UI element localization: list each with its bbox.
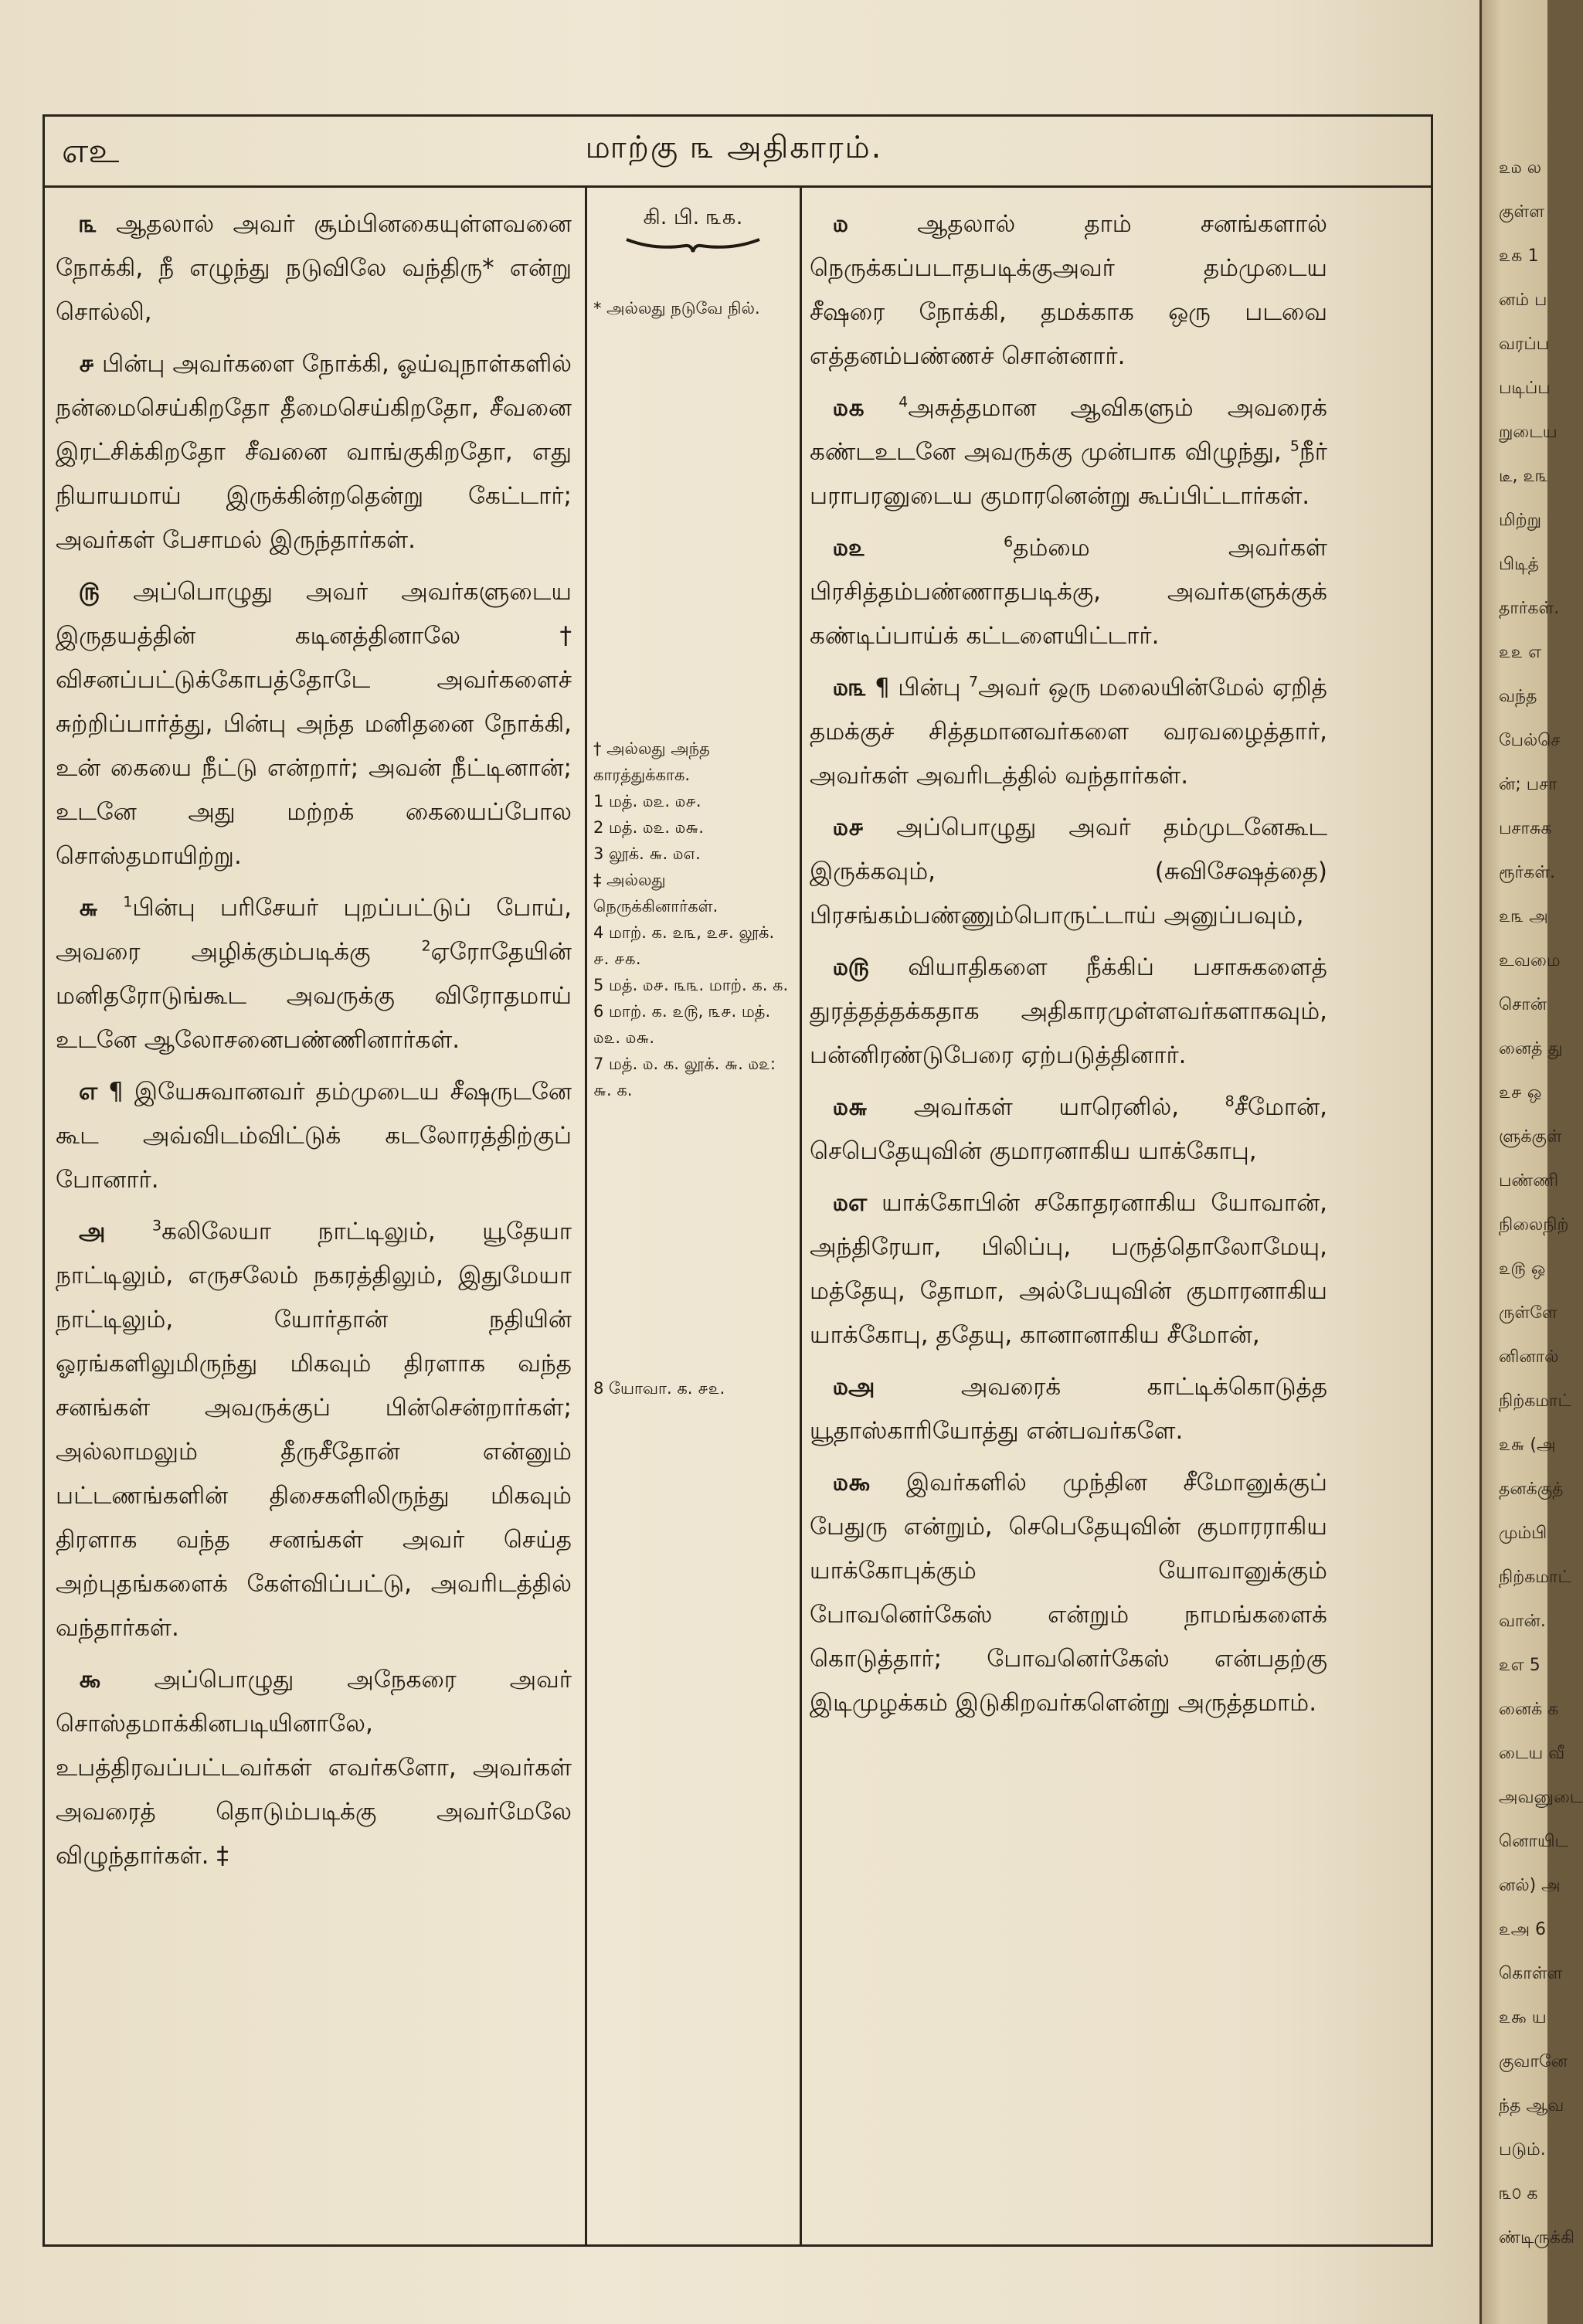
adjacent-page-fragment: படிப்ப [1499, 379, 1551, 398]
verse [56, 1070, 572, 1202]
header-rule [42, 185, 1433, 188]
cross-reference-marker: 5 [1289, 437, 1299, 455]
verse [810, 946, 1327, 1078]
margin-reference: ‡ அல்லது நெருக்கினார்கள். [593, 871, 718, 916]
adjacent-page-fragment: ண்டிருக்கி [1499, 2228, 1575, 2248]
page-number: எஉ [62, 131, 120, 171]
adjacent-page-fragment: ௨அ 6 [1499, 1920, 1547, 1939]
adjacent-page-fragment: வந்த [1499, 687, 1537, 706]
adjacent-page-fragment: ௨௪ ஒ [1499, 1083, 1542, 1103]
adjacent-page-edge [1479, 0, 1583, 2324]
cross-reference-marker: 8 [1225, 1092, 1235, 1110]
adjacent-page-fragment: தார்கள். [1499, 599, 1560, 618]
verse-number: ௰ [833, 210, 849, 238]
verse [810, 666, 1327, 798]
verse-number: ௰அ [833, 1373, 875, 1401]
adjacent-page-fragment: மும்பி [1499, 1524, 1547, 1543]
margin-reference: 7 மத். ௰. க. லூக். ௬. ௰௨: ௬. க. [593, 1055, 776, 1099]
column-rule-left [585, 188, 587, 2247]
right-text-column [810, 202, 1327, 1733]
adjacent-page-fragment: னல்) அ [1499, 1876, 1561, 1895]
adjacent-page-fragment: உவமை [1499, 951, 1561, 970]
adjacent-page-fragment: ௨௫ ஒ [1499, 1259, 1546, 1279]
adjacent-page-fragment: பசாசுக [1499, 819, 1552, 838]
cross-reference-marker: 7 [969, 673, 979, 691]
adjacent-page-fragment: னொயிட [1499, 1832, 1569, 1851]
margin-reference: 4 மாற். க. ௨௩, ௨௪. லூக். ௪. ௪௧. [593, 923, 775, 968]
verse [810, 1086, 1327, 1174]
adjacent-page-fragment: மிற்று [1499, 511, 1542, 530]
adjacent-page-fragment: வரப்ப [1499, 335, 1550, 354]
verse [810, 1365, 1327, 1453]
verse [810, 202, 1327, 379]
verse-text: அவரைக் காட்டிக்கொடுத்த யூதாஸ்காரியோத்து என்பவர்களே. [810, 1373, 1328, 1445]
adjacent-page-fragment: ருள்ளே [1499, 1303, 1558, 1323]
left-text-column [56, 202, 572, 1886]
adjacent-page-fragment: ன்; பசா [1499, 775, 1558, 794]
verse-number: அ [79, 1218, 106, 1245]
margin-reference: 5 மத். ௰௪. ௩௩. மாற். க. க. [593, 976, 789, 994]
verse-text: பின்பு பரிசேயர் புறப்பட்டுப் போய், அவரை அழிக்கும்படிக்கு [56, 894, 572, 966]
adjacent-page-fragment: தனக்குத் [1499, 1480, 1564, 1499]
running-title: மாற்கு ௩ அதிகாரம். [585, 130, 883, 165]
verse-text: ஏரோதேயின் மனிதரோடுங்கூட அவருக்கு விரோதமாய் உடனே ஆலோசனைபண்ணினார்கள். [56, 938, 572, 1054]
verse [810, 1461, 1327, 1725]
cross-reference-marker: 4 [899, 393, 909, 411]
verse-text: அவர்கள் யாரெனில், [913, 1093, 1225, 1121]
adjacent-page-fragment: அவனுடை [1499, 1788, 1583, 1807]
verse-number: ௫ [79, 578, 100, 606]
verse [810, 806, 1327, 938]
verse-number: ௩ [79, 210, 97, 238]
adjacent-page-fragment: ளுக்குள் [1499, 1127, 1562, 1147]
verse-text: இவர்களில் முந்தின சீமோனுக்குப் பேதுரு என்றும், செபெதேயுவின் குமாரராகிய யாக்கோபுக்கும் யோவானுக்கும் போவனெர்கேஸ் என்றும் நாமங்களைக் கொடுத்தார்; போவனெர்கேஸ் என்பதற்கு இடிமுழக்கம் இடுகிறவர்களென்று அருத்தமாம். [810, 1469, 1327, 1717]
margin-reference: 3 லூக். ௬. ௰௭. [593, 844, 701, 863]
adjacent-page-fragment: ௨௰ ல [1499, 158, 1542, 178]
verse [810, 1181, 1327, 1357]
column-rule-right [800, 188, 802, 2247]
margin-note [593, 295, 793, 321]
cross-reference-marker: 6 [1004, 533, 1014, 551]
verse-text: அப்பொழுது அவர் அவர்களுடைய இருதயத்தின் கடினத்தினாலே † விசனப்பட்டுக்கோபத்தோடே அவர்களைச் சுற்றிப்பார்த்து, பின்பு அந்த மனிதனை நோக்கி, உன் கையை நீட்டு என்றார்; அவன் நீட்டினான்; உடனே அது மற்றக் கையைப்போல சொஸ்தமாயிற்று. [56, 578, 572, 870]
adjacent-page-fragment: னம் ப [1499, 290, 1547, 310]
margin-reference: 2 மத். ௰௨. ௰௬. [593, 818, 704, 837]
margin-note [593, 1375, 793, 1402]
adjacent-page-fragment: படும். [1499, 2140, 1546, 2159]
verse-text: பின்பு அவர்களை நோக்கி, ஓய்வுநாள்களில் நன்மைசெய்கிறதோ தீமைசெய்கிறதோ, சீவனை இரட்சிக்கிறதோ சீவனை வாங்குகிறதோ, எது நியாயமாய் இருக்கின்றதென்று கேட்டார்; அவர்கள் பேசாமல் இருந்தார்கள். [56, 350, 572, 554]
verse [810, 386, 1327, 518]
verse [56, 570, 572, 878]
verse-text: ஆதலால் அவர் சூம்பினகையுள்ளவனை நோக்கி, நீ எழுந்து நடுவிலே வந்திரு* என்று சொல்லி, [56, 210, 572, 326]
margin-reference: 8 யோவா. க. ௪௨. [593, 1379, 725, 1398]
verse-number: ௬ [79, 894, 99, 922]
verse-number: ௰௧ [833, 394, 865, 422]
adjacent-page-fragment: நிற்கமாட் [1499, 1568, 1571, 1587]
verse-text: நீர் பராபரனுடைய குமாரனென்று கூப்பிட்டார்கள். [810, 438, 1327, 510]
verse-number: ௯ [79, 1666, 101, 1694]
margin-reference: 1 மத். ௰௨. ௰௪. [593, 792, 701, 810]
verse-text: அப்பொழுது அநேகரை அவர் சொஸ்தமாக்கினபடியினாலே, உபத்திரவப்பட்டவர்கள் எவர்களோ, அவர்கள் அவரைத் தொடும்படிக்கு அவர்மேலே விழுந்தார்கள். ‡ [56, 1666, 572, 1870]
verse-text: யாக்கோபின் சகோதரனாகிய யோவான், அந்திரேயா, பிலிப்பு, பருத்தொலோமேயு, மத்தேயு, தோமா, அல்பேயுவின் குமாரனாகிய யாக்கோபு, ததேயு, கானானாகிய சீமோன், [810, 1189, 1327, 1349]
verse-text: தம்மை அவர்கள் பிரசித்தம்பண்ணாதபடிக்கு, அவர்களுக்குக் கண்டிப்பாய்க் கட்டளையிட்டார். [810, 534, 1327, 650]
verse-text: ¶ பின்பு [875, 674, 970, 702]
verse-number: ௰௨ [833, 534, 865, 562]
verse-text: ஆதலால் தாம் சனங்களால் நெருக்கப்படாதபடிக்குஅவர் தம்முடைய சீஷரை நோக்கி, தமக்காக ஒரு படவை எத்தனம்பண்ணச் சொன்னார். [810, 210, 1327, 370]
adjacent-page-fragment: ௨௨ எ [1499, 643, 1542, 662]
margin-note [593, 736, 793, 1103]
adjacent-page-fragment: வான். [1499, 1612, 1546, 1631]
verse [56, 342, 572, 562]
adjacent-page-fragment: நிலைநிற் [1499, 1215, 1569, 1235]
verse-text: கலிலேயா நாட்டிலும், யூதேயா நாட்டிலும், எருசலேம் நகரத்திலும், இதுமேயா நாட்டிலும், யோர்தான் நதியின் ஓரங்களிலுமிருந்து மிகவும் திரளாக வந்த சனங்கள் அவருக்குப் பின்சென்றார்கள்; அல்லாமலும் தீருசீதோன் என்னும் பட்டணங்களின் திசைகளிலிருந்து மிகவும் திரளாக வந்த சனங்கள் அவர் செய்த அற்புதங்களைக் கேள்விப்பட்டு, அவரிடத்தில் வந்தார்கள். [56, 1218, 572, 1642]
verse [56, 202, 572, 335]
verse [56, 1210, 572, 1650]
adjacent-page-fragment: சொன் [1499, 995, 1547, 1014]
adjacent-page-fragment: னினால் [1499, 1347, 1559, 1367]
ornament-brace-icon [623, 236, 763, 253]
adjacent-page-fragment: ரூர்கள். [1499, 863, 1556, 882]
verse-number: எ [79, 1078, 98, 1106]
adjacent-page-fragment: னைக் க [1499, 1700, 1559, 1719]
verse [56, 1658, 572, 1878]
verse-text: அவர் ஒரு மலையின்மேல் ஏறித் தமக்குச் சித்தமானவர்களை வரவழைத்தார், அவர்கள் அவரிடத்தில் வந்தார்கள். [810, 674, 1328, 790]
adjacent-page-fragment: குள்ள [1499, 202, 1545, 222]
adjacent-page-fragment: ௨௧ 1 [1499, 246, 1539, 266]
adjacent-page-fragment: டைய வீ [1499, 1744, 1565, 1763]
verse-number: ௰எ [833, 1189, 868, 1217]
margin-reference: 6 மாற். க. ௨௫, ௩௪. மத். ௰௨. ௰௬. [593, 1002, 771, 1047]
adjacent-page-fragment: நிற்கமாட் [1499, 1391, 1571, 1411]
verse-number: ௰௫ [833, 953, 870, 981]
adjacent-page-fragment: ௩௦ க [1499, 2184, 1538, 2203]
adjacent-page-fragment: குவானே [1499, 2052, 1568, 2071]
adjacent-page-fragment: பண்ணி [1499, 1171, 1559, 1191]
verse-number: ௰௩ [833, 674, 867, 702]
adjacent-page-fragment: ந்த ஆவ [1499, 2096, 1564, 2115]
adjacent-page-fragment: ௨௩ அ [1499, 907, 1548, 926]
cross-reference-marker: 2 [421, 937, 431, 955]
adjacent-page-fragment: றுடைய [1499, 423, 1558, 442]
adjacent-page-fragment: பிடித் [1499, 555, 1539, 574]
verse [56, 886, 572, 1062]
verse-number: ௰௪ [833, 814, 865, 841]
verse-number: ௰௯ [833, 1469, 871, 1497]
verse [810, 526, 1327, 658]
adjacent-page-fragment: கொள்ள [1499, 1964, 1563, 1983]
adjacent-page-fragment: ௨௬ (அ [1499, 1436, 1556, 1455]
verse-text: அசுத்தமான ஆவிகளும் அவரைக் கண்டஉடனே அவருக்கு முன்பாக விழுந்து, [810, 394, 1327, 466]
verse-number: ௰௬ [833, 1093, 868, 1121]
margin-reference: * அல்லது நடுவே நில். [593, 299, 760, 318]
margin-reference: † அல்லது அந்த காரத்துக்காக. [593, 739, 710, 784]
verse-text: ¶ இயேசுவானவர் தம்முடைய சீஷருடனே கூட அவ்விடம்விட்டுக் கடலோரத்திற்குப் போனார். [56, 1078, 572, 1194]
cross-reference-marker: 3 [152, 1217, 162, 1235]
chapter-reference: கி. பி. ௩௧. [643, 206, 743, 229]
adjacent-page-fragment: பேல்செ [1499, 731, 1561, 750]
margin-notes-column [593, 202, 793, 1398]
adjacent-page-fragment: னைத் து [1499, 1039, 1563, 1058]
adjacent-page-fragment: ௨௯ ய [1499, 2008, 1547, 2027]
adjacent-page-fragment: ௨எ 5 [1499, 1656, 1541, 1675]
verse-text: வியாதிகளை நீக்கிப் பசாசுகளைத் துரத்தத்தக்கதாக அதிகாரமுள்ளவர்களாகவும், பன்னிரண்டுபேரை ஏற்படுத்தினார். [810, 953, 1327, 1069]
verse-text: சீமோன், செபெதேயுவின் குமாரனாகிய யாக்கோபு, [810, 1093, 1327, 1165]
cross-reference-marker: 1 [123, 893, 133, 911]
verse-number: ௪ [79, 350, 95, 378]
adjacent-page-fragment: டீ, ௨௩ [1499, 467, 1548, 486]
verse-text: அப்பொழுது அவர் தம்முடனேகூட இருக்கவும், (சுவிசேஷத்தை) பிரசங்கம்பண்ணும்பொருட்டாய் அனுப்பவும், [810, 814, 1327, 929]
